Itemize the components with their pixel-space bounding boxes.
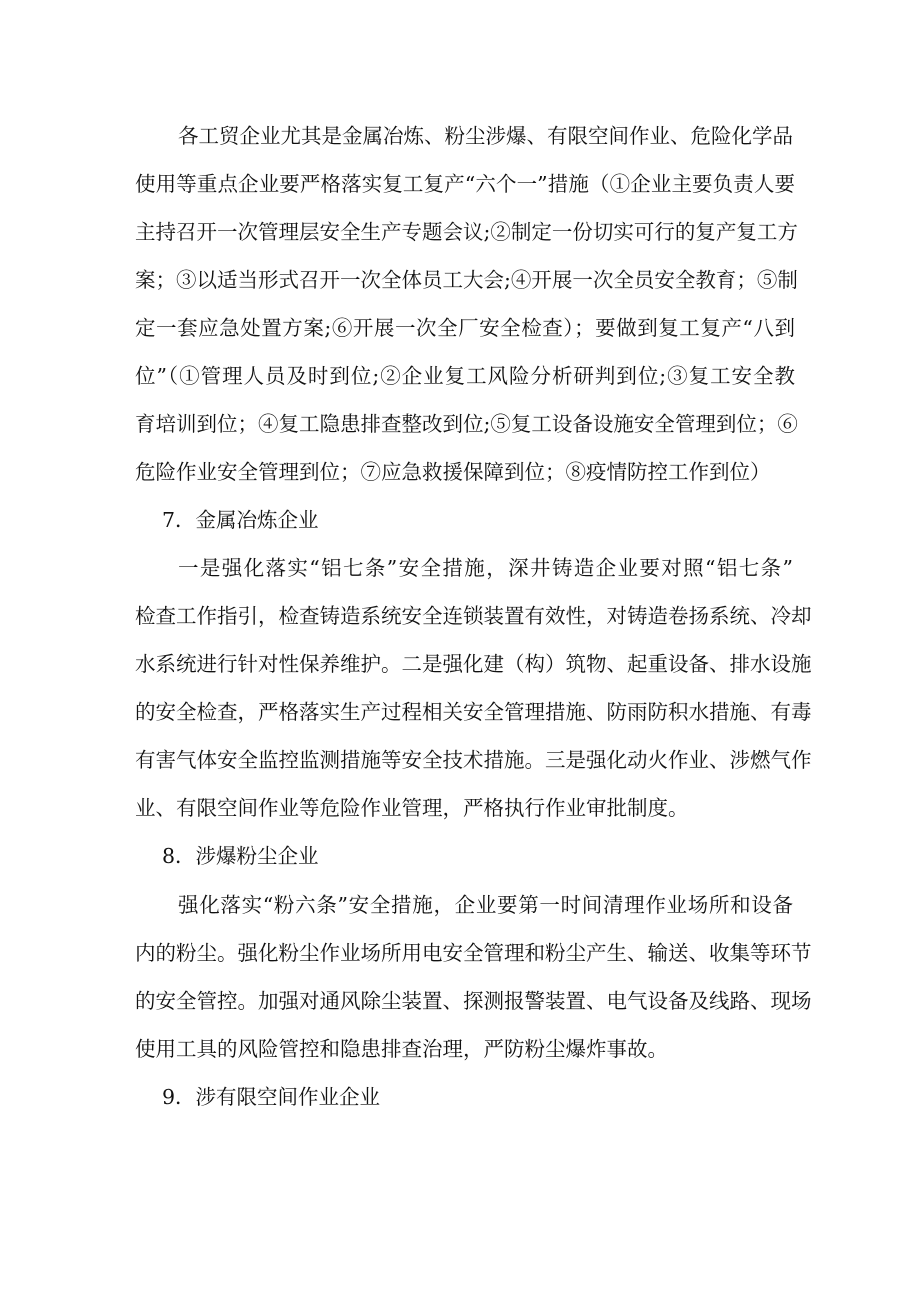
section-7-line-2: 检查工作指引，检查铸造系统安全连锁装置有效性，对铸造卷扬系统、冷却 [135, 604, 812, 628]
section-heading-7: 7．金属冶炼企业 [162, 508, 319, 532]
paragraph-1-line-5: 定一套应急处置方案;⑥开展一次全厂安全检查）；要做到复工复产“八到 [135, 316, 795, 340]
paragraph-1-line-1: 各工贸企业尤其是金属冶炼、粉尘涉爆、有限空间作业、危险化学品 [178, 124, 793, 148]
section-7-line-3: 水系统进行针对性保养维护。二是强化建（构）筑物、起重设备、排水设施 [135, 652, 812, 676]
paragraph-1-line-7: 育培训到位；④复工隐患排查整改到位;⑤复工设备设施安全管理到位；⑥ [135, 412, 798, 436]
paragraph-1-line-4: 案；③以适当形式召开一次全体员工大会;④开展一次全员安全教育；⑤制 [135, 268, 798, 292]
section-8-line-2: 内的粉尘。强化粉尘作业场所用电安全管理和粉尘产生、输送、收集等环节 [135, 941, 812, 965]
section-heading-9: 9．涉有限空间作业企业 [162, 1085, 381, 1109]
section-heading-8: 8．涉爆粉尘企业 [162, 844, 319, 868]
section-7-line-4: 的安全检查，严格落实生产过程相关安全管理措施、防雨防积水措施、有毒 [135, 700, 812, 724]
section-8-line-3: 的安全管控。加强对通风除尘装置、探测报警装置、电气设备及线路、现场 [135, 989, 812, 1013]
section-8-line-1: 强化落实“粉六条”安全措施，企业要第一时间清理作业场所和设备 [178, 893, 793, 917]
section-8-line-4: 使用工具的风险管控和隐患排查治理，严防粉尘爆炸事故。 [135, 1037, 668, 1061]
paragraph-1-line-2: 使用等重点企业要严格落实复工复产“六个一”措施（①企业主要负责人要 [135, 172, 795, 196]
paragraph-1-line-8: 危险作业安全管理到位；⑦应急救援保障到位；⑧疫情防控工作到位） [135, 460, 771, 484]
section-7-line-1: 一是强化落实“铝七条”安全措施，深井铸造企业要对照“铝七条” [178, 556, 793, 580]
paragraph-1-line-6: 位”（①管理人员及时到位;②企业复工风险分析研判到位;③复工安全教 [135, 364, 795, 388]
section-7-line-5: 有害气体安全监控监测措施等安全技术措施。三是强化动火作业、涉燃气作 [135, 748, 812, 772]
paragraph-1-line-3: 主持召开一次管理层安全生产专题会议;②制定一份切实可行的复产复工方 [135, 220, 798, 244]
section-7-line-6: 业、有限空间作业等危险作业管理，严格执行作业审批制度。 [135, 796, 689, 820]
